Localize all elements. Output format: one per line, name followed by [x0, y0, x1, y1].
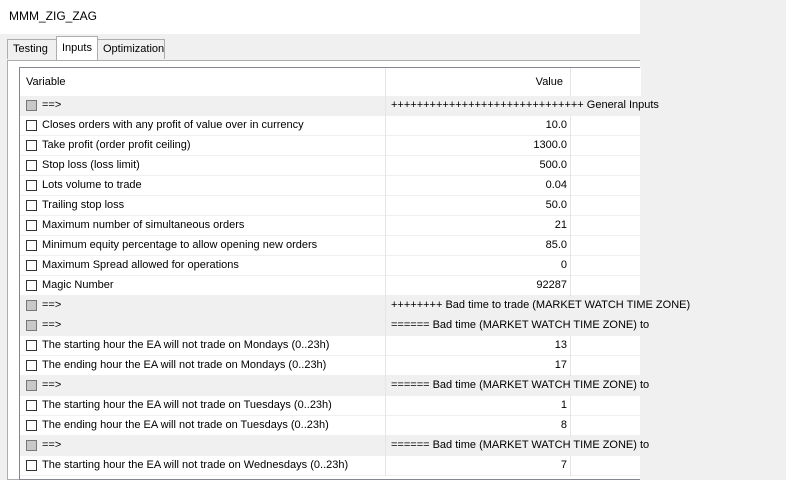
title-bar	[0, 0, 640, 34]
table-row[interactable]	[20, 356, 641, 376]
variable-label: Lots volume to trade	[42, 179, 142, 191]
value-cell[interactable]: 92287	[386, 276, 571, 296]
separator-row[interactable]	[20, 296, 691, 316]
optimize-checkbox[interactable]	[26, 300, 37, 311]
value-cell[interactable]: 7	[386, 456, 571, 476]
variable-cell	[20, 176, 386, 196]
table-row[interactable]	[20, 236, 641, 256]
variable-label: The starting hour the EA will not trade on Mondays (0..23h)	[42, 339, 330, 351]
optimize-checkbox[interactable]	[26, 380, 37, 391]
separator-row[interactable]	[20, 316, 650, 336]
variable-cell	[20, 136, 386, 156]
variable-cell	[20, 256, 386, 276]
value-cell[interactable]: ++++++++++++++++++++++++++++++ General Inputs	[391, 99, 659, 111]
variable-label: Trailing stop loss	[42, 199, 125, 211]
optimize-checkbox[interactable]	[26, 100, 37, 111]
variable-cell	[20, 376, 386, 396]
variable-cell	[20, 336, 386, 356]
optimize-checkbox[interactable]	[26, 180, 37, 191]
table-row[interactable]	[20, 456, 641, 476]
value-cell[interactable]: ====== Bad time (MARKET WATCH TIME ZONE) to	[391, 439, 650, 451]
variable-cell	[20, 276, 386, 296]
variable-cell	[20, 456, 386, 476]
value-cell[interactable]: 17	[386, 356, 571, 376]
value-cell[interactable]: 500.0	[386, 156, 571, 176]
value-cell[interactable]: ++++++++ Bad time to trade (MARKET WATCH TIME ZONE)	[391, 299, 691, 311]
value-cell[interactable]: 0	[386, 256, 571, 276]
optimize-checkbox[interactable]	[26, 280, 37, 291]
variable-cell	[20, 216, 386, 236]
table-row[interactable]	[20, 156, 641, 176]
value-cell[interactable]: 85.0	[386, 236, 571, 256]
table-row[interactable]	[20, 216, 641, 236]
value-cell[interactable]: 13	[386, 336, 571, 356]
value-cell[interactable]: 21	[386, 216, 571, 236]
table-row[interactable]	[20, 176, 641, 196]
variable-label: The ending hour the EA will not trade on Tuesdays (0..23h)	[42, 419, 329, 431]
optimize-checkbox[interactable]	[26, 460, 37, 471]
variable-cell	[20, 356, 386, 376]
tab-testing[interactable]: Testing	[7, 39, 57, 59]
value-cell[interactable]: ====== Bad time (MARKET WATCH TIME ZONE) to	[391, 379, 650, 391]
optimize-checkbox[interactable]	[26, 220, 37, 231]
table-row[interactable]	[20, 256, 641, 276]
tab-strip	[0, 34, 640, 61]
table-row[interactable]	[20, 116, 641, 136]
variable-label: The starting hour the EA will not trade on Wednesdays (0..23h)	[42, 459, 349, 471]
column-header-value[interactable]: Value	[386, 68, 571, 96]
table-row[interactable]	[20, 196, 641, 216]
variable-cell	[20, 236, 386, 256]
separator-row[interactable]	[20, 436, 650, 456]
window-title: MMM_ZIG_ZAG	[9, 9, 98, 23]
variable-label: ==>	[42, 439, 62, 451]
optimize-checkbox[interactable]	[26, 340, 37, 351]
table-row[interactable]	[20, 336, 641, 356]
value-cell[interactable]: ====== Bad time (MARKET WATCH TIME ZONE) to	[391, 319, 650, 331]
variable-label: The starting hour the EA will not trade on Tuesdays (0..23h)	[42, 399, 332, 411]
variable-label: Stop loss (loss limit)	[42, 159, 140, 171]
variable-cell	[20, 156, 386, 176]
variable-label: Minimum equity percentage to allow opening new orders	[42, 239, 318, 251]
optimize-checkbox[interactable]	[26, 440, 37, 451]
value-cell[interactable]: 50.0	[386, 196, 571, 216]
variable-label: Magic Number	[42, 279, 114, 291]
value-cell[interactable]: 8	[386, 416, 571, 436]
optimize-checkbox[interactable]	[26, 120, 37, 131]
value-cell[interactable]: 1300.0	[386, 136, 571, 156]
tab-optimization[interactable]: Optimization	[97, 39, 165, 59]
value-cell[interactable]: 1	[386, 396, 571, 416]
optimize-checkbox[interactable]	[26, 400, 37, 411]
optimize-checkbox[interactable]	[26, 160, 37, 171]
variable-label: Maximum number of simultaneous orders	[42, 219, 245, 231]
variable-cell	[20, 196, 386, 216]
variable-cell	[20, 436, 386, 456]
column-header-variable[interactable]: Variable	[20, 68, 386, 96]
table-row[interactable]	[20, 416, 641, 436]
optimize-checkbox[interactable]	[26, 240, 37, 251]
table-row[interactable]	[20, 396, 641, 416]
table-row[interactable]	[20, 276, 641, 296]
variable-label: Take profit (order profit ceiling)	[42, 139, 191, 151]
separator-row[interactable]	[20, 96, 659, 116]
optimize-checkbox[interactable]	[26, 420, 37, 431]
variable-label: ==>	[42, 379, 62, 391]
optimize-checkbox[interactable]	[26, 320, 37, 331]
tab-inputs[interactable]: Inputs	[56, 36, 98, 60]
variable-label: ==>	[42, 99, 62, 111]
separator-row[interactable]	[20, 376, 650, 396]
table-row[interactable]	[20, 136, 641, 156]
optimize-checkbox[interactable]	[26, 260, 37, 271]
optimize-checkbox[interactable]	[26, 140, 37, 151]
value-cell[interactable]: 0.04	[386, 176, 571, 196]
variable-cell	[20, 416, 386, 436]
value-cell[interactable]: 10.0	[386, 116, 571, 136]
optimize-checkbox[interactable]	[26, 200, 37, 211]
variable-label: Maximum Spread allowed for operations	[42, 259, 239, 271]
variable-cell	[20, 316, 386, 336]
grid-header	[20, 68, 641, 97]
variable-label: Closes orders with any profit of value over in currency	[42, 119, 304, 131]
variable-label: ==>	[42, 299, 62, 311]
variable-cell	[20, 116, 386, 136]
optimize-checkbox[interactable]	[26, 360, 37, 371]
variable-label: The ending hour the EA will not trade on Mondays (0..23h)	[42, 359, 327, 371]
variable-cell	[20, 396, 386, 416]
inputs-grid	[19, 67, 691, 480]
variable-cell	[20, 96, 386, 116]
grid-rows	[20, 96, 691, 476]
variable-label: ==>	[42, 319, 62, 331]
variable-cell	[20, 296, 386, 316]
